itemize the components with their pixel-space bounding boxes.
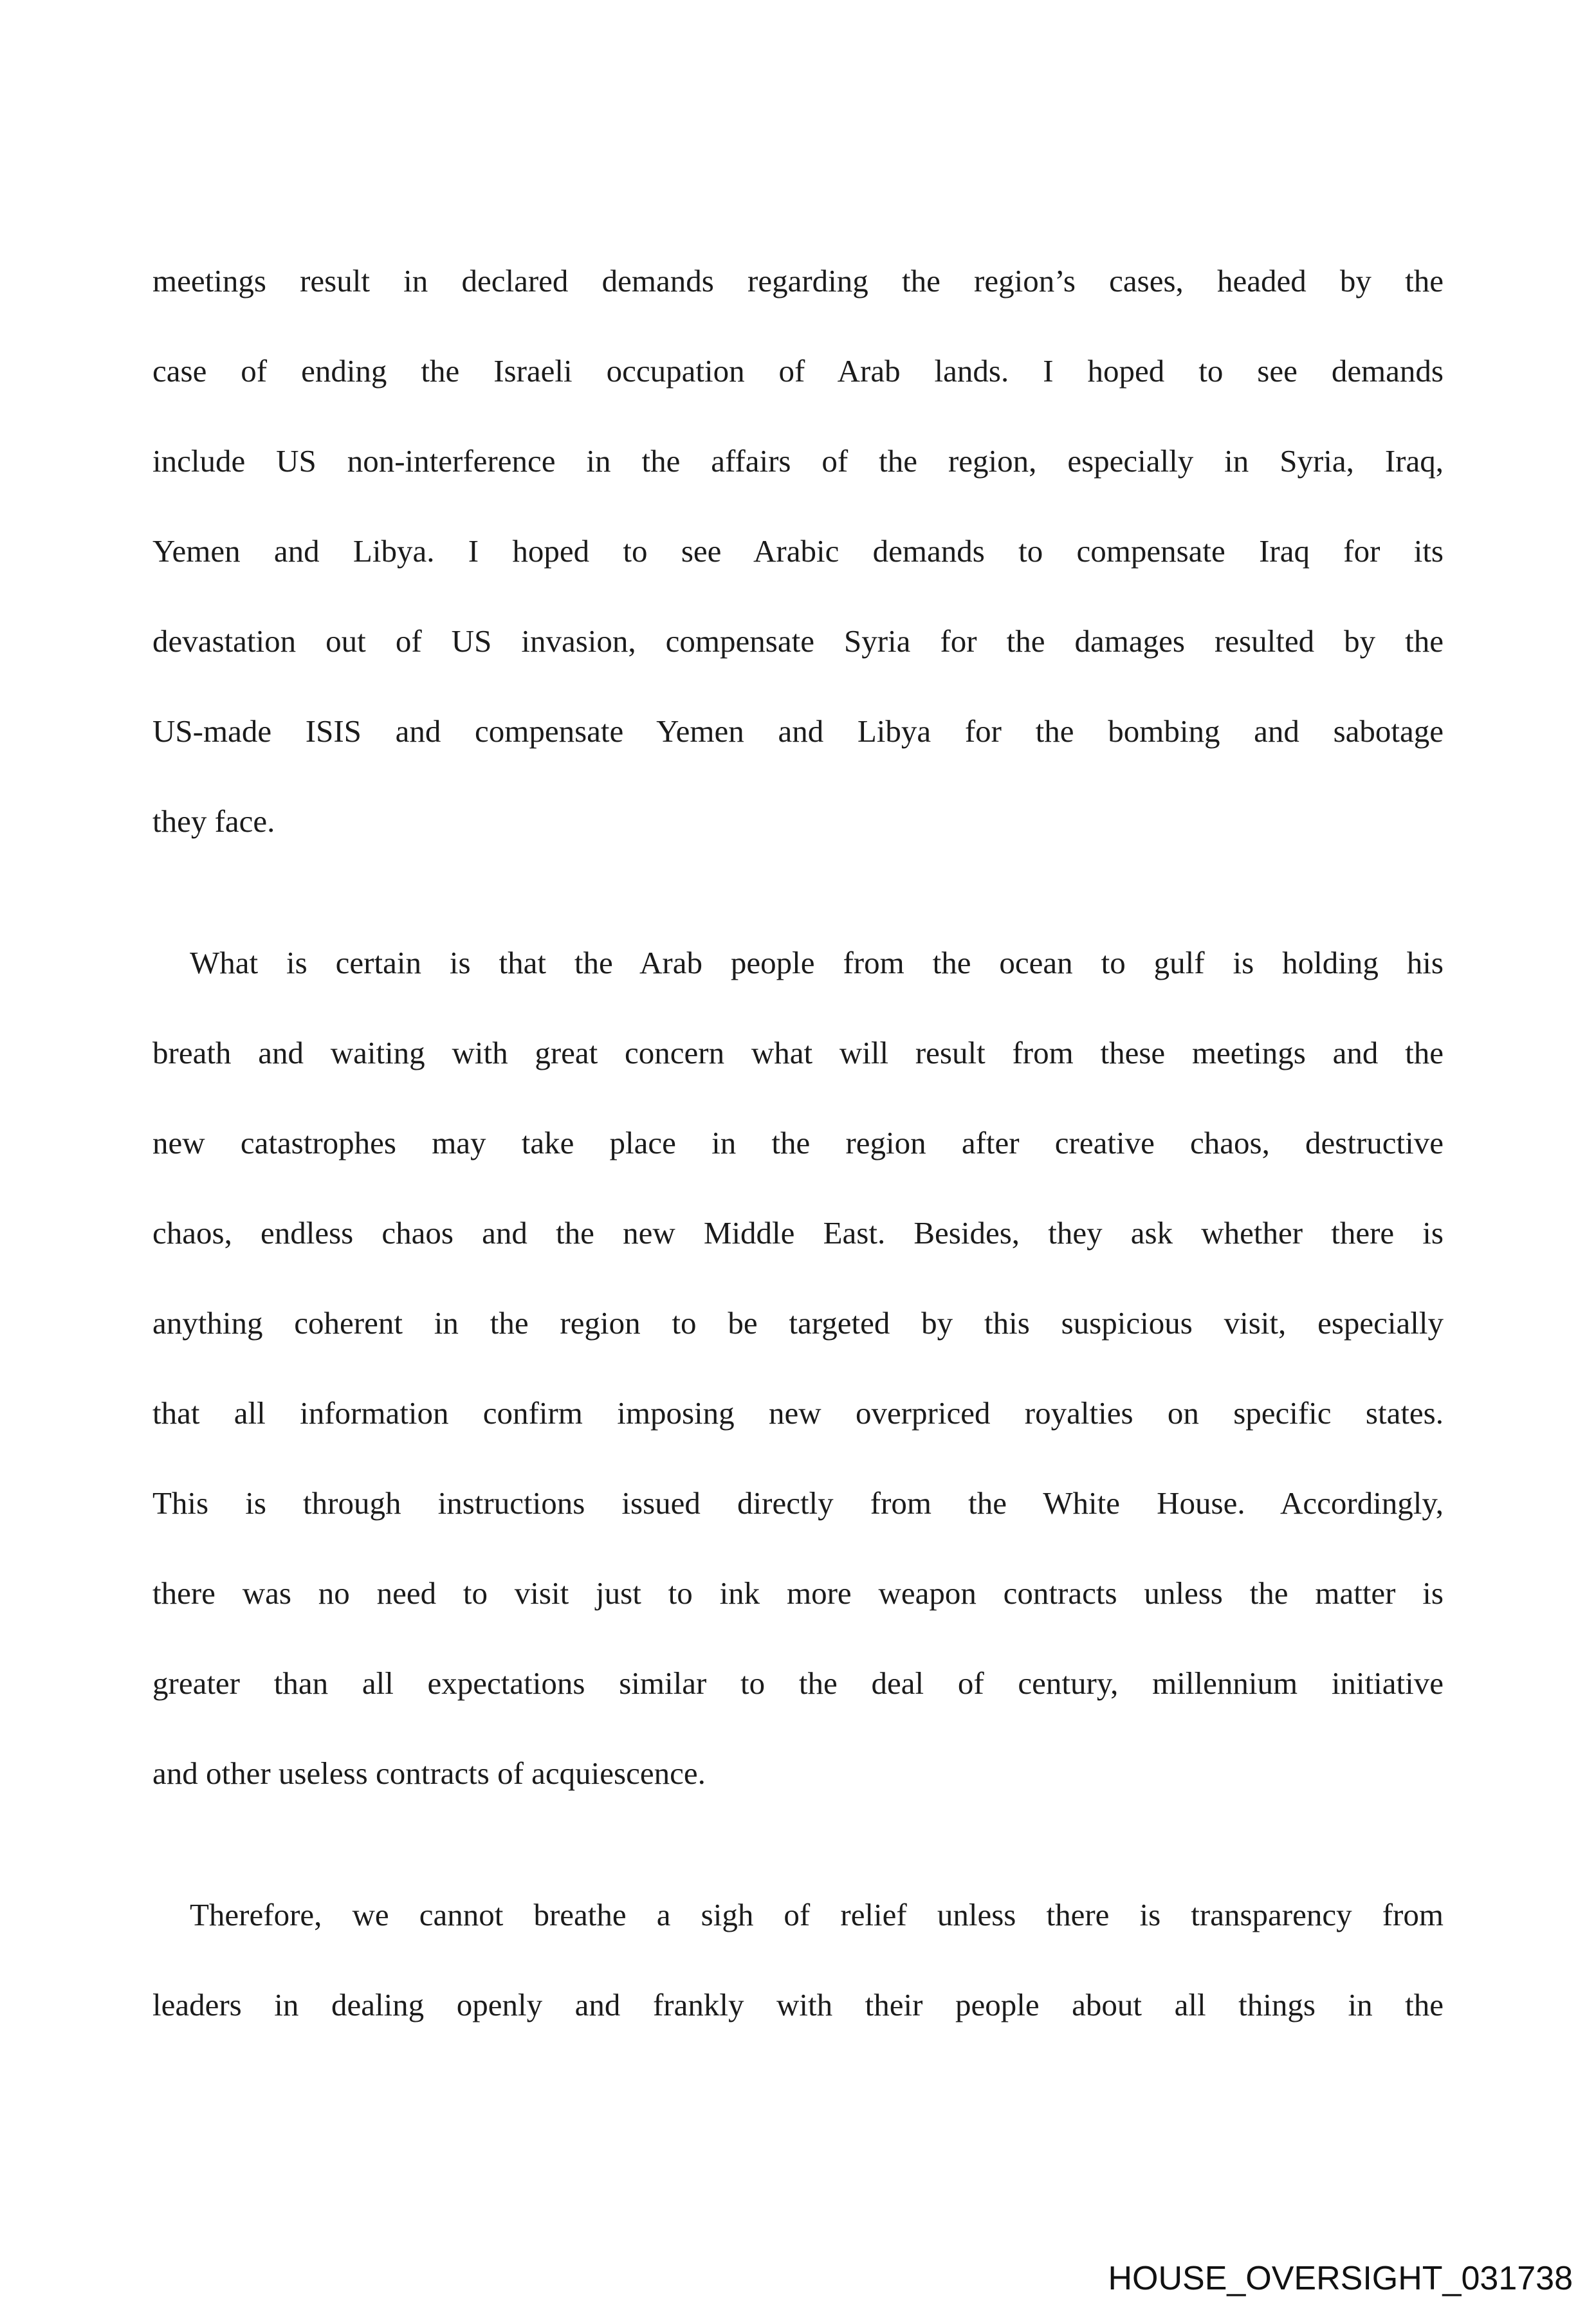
document-body	[152, 236, 1444, 2050]
text-line: meetings result in declared demands regarding the region’s cases, headed by the	[152, 263, 1444, 298]
text-line: that all information confirm imposing new overpriced royalties on specific states.	[152, 1395, 1444, 1431]
text-line: What is certain is that the Arab people from the ocean to gulf is holding his	[190, 945, 1444, 980]
text-line: chaos, endless chaos and the new Middle East. Besides, they ask whether there is	[152, 1215, 1444, 1251]
paragraph-2	[152, 918, 1444, 1819]
text-line: greater than all expectations similar to the deal of century, millennium initiative	[152, 1665, 1444, 1701]
bates-number: HOUSE_OVERSIGHT_031738	[1108, 2259, 1573, 2297]
paragraph-1	[152, 236, 1444, 866]
text-line: devastation out of US invasion, compensate Syria for the damages resulted by the	[152, 623, 1444, 659]
text-line: new catastrophes may take place in the region after creative chaos, destructive	[152, 1125, 1444, 1160]
text-line: US-made ISIS and compensate Yemen and Libya for the bombing and sabotage	[152, 713, 1444, 749]
text-line: leaders in dealing openly and frankly with their people about all things in the	[152, 1987, 1444, 2022]
text-line: include US non-interference in the affairs of the region, especially in Syria, Iraq,	[152, 443, 1444, 479]
text-line: case of ending the Israeli occupation of Arab lands. I hoped to see demands	[152, 353, 1444, 389]
text-line: Yemen and Libya. I hoped to see Arabic demands to compensate Iraq for its	[152, 533, 1444, 569]
text-line: and other useless contracts of acquiescence.	[152, 1756, 706, 1791]
paragraph-3	[152, 1870, 1444, 2050]
text-line: breath and waiting with great concern what will result from these meetings and the	[152, 1035, 1444, 1070]
text-line: Therefore, we cannot breathe a sigh of relief unless there is transparency from	[190, 1897, 1444, 1932]
text-line: anything coherent in the region to be targeted by this suspicious visit, especially	[152, 1305, 1444, 1341]
text-line: there was no need to visit just to ink more weapon contracts unless the matter is	[152, 1575, 1444, 1611]
text-line: they face.	[152, 803, 275, 839]
text-line: This is through instructions issued directly from the White House. Accordingly,	[152, 1485, 1444, 1521]
